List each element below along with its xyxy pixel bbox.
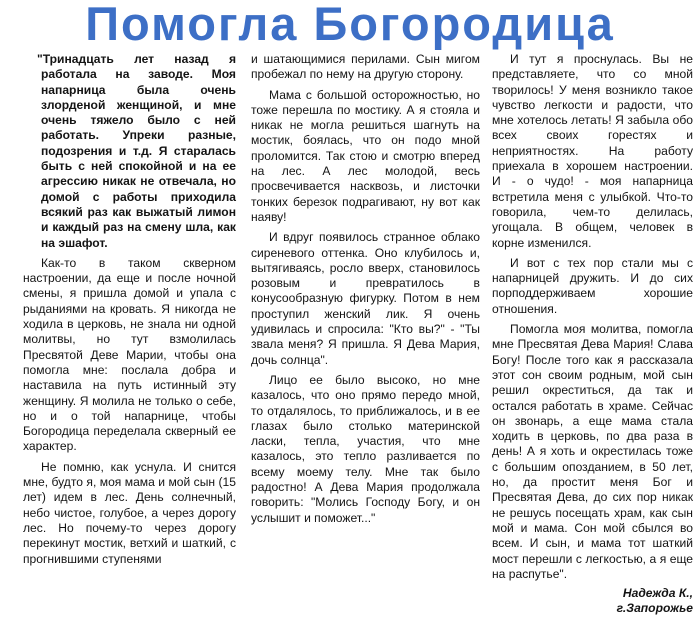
- article-paragraph: Помогла моя молитва, помогла мне Пресвятая Дева Мария! Слава Богу! После того как я рассказала этот сон своим родным, мой сын решил окреститься, да так и остался работать в храме. Сейчас он звонарь, а еще мама стала ходить в церковь, по два раза в день! А я хоть и окрестилась тоже с большим опозданием, в 50 лет, но, да простит меня Бог и Пресвятая Дева, до сих пор никак не решусь посещать храм, как сын мой и мама. Сон мой сбылся во всем. И сын, и мама тот шаткий мост перешли с легкостью, а я еще на распутье".: [492, 322, 693, 581]
- article-column-2: [251, 52, 480, 525]
- article-column-1: [23, 52, 236, 566]
- article-paragraph: Лицо ее было высоко, но мне казалось, что оно прямо передо мной, то отдалялось, то приближалось, и в ее глазах было столько материнской ласки, тепла, участия, что мне казалось, это тепло разливается по всему моему телу. Мне так было радостно! А Дева Мария продолжала говорить: "Молись Господу Богу, и он услышит и поможет...": [251, 372, 480, 525]
- article-paragraph: Не помню, как уснула. И снится мне, будто я, моя мама и мой сын (15 лет) идем в лес. День солнечный, небо чистое, голубое, а через дорогу лес. Но почему-то через дорогу перекинут мостик, ветхий и шаткий, с прогнившими ступенями: [23, 459, 236, 566]
- article-intro: "Тринадцать лет назад я работала на заводе. Моя напарница была очень злорденой женщиной, и мне очень тяжело было с ней работать. Упреки разные, подозрения и т.д. Я старалась быть с ней спокойной и на ее агрессию никак не отвечала, но домой с работы приходила всякий раз как выжатый лимон и каждый раз на смену шла, как на эшафот.: [37, 52, 236, 250]
- article-paragraph: и шатающимися перилами. Сын мигом пробежал по нему на другую сторону.: [251, 52, 480, 82]
- author-name: Надежда К.,: [622, 586, 693, 601]
- article-paragraph: Как-то в таком скверном настроении, да еще и после ночной смены, я пришла домой и упала с рыданиями на кровать. Я никогда не ходила в церковь, не знала ни одной молитвы, но тут взмолилась Пресвятой Деве Марии, чтобы она помогла мне: послала добра и наставила на путь истинный эту женщину. Я молила не только о себе, но и о той напарнице, чтобы Богородица переделала скверный ее характер.: [23, 255, 236, 454]
- author-city: г.Запорожье: [616, 601, 693, 616]
- article-column-3: [492, 52, 693, 616]
- article-paragraph: И вдруг появилось странное облако сиреневого оттенка. Оно клубилось и, вытягиваясь, росло вверх, становилось розовым и превратилось в конусообразную фигурку. Потом в нем проступил женский лик. Я очень удивилась и спросила: "Кто вы?" - "Ты звала меня? Я пришла. Я Дева Мария, дочь солнца".: [251, 230, 480, 367]
- article-paragraph: И вот с тех пор стали мы с напарницей дружить. И до сих порподдерживаем хорошие отношения.: [492, 255, 693, 316]
- article-paragraph: И тут я проснулась. Вы не представляете, что со мной творилось! У меня возникло такое чувство легкости и радости, что мне хотелось летать! Я забыла обо всех своих горестях и неприятностях. На работу приехала в хорошем настроении. И - о чудо! - моя напарница встретила меня с улыбкой. Что-то говорила, чем-то делилась, угощала. В общем, человек в корне изменился.: [492, 52, 693, 250]
- article-headline: Помогла Богородица: [85, 0, 615, 50]
- article-paragraph: Мама с большой осторожностью, но тоже перешла по мостику. А я стояла и никак не могла решиться шагнуть на мостик, боялась, что он подо мной проломится. Так стою и смотрю вперед на лес. А лес молодой, весь просвечивается насквозь, и листочки тонких березок подрагивают, ну вот как наяву!: [251, 87, 480, 224]
